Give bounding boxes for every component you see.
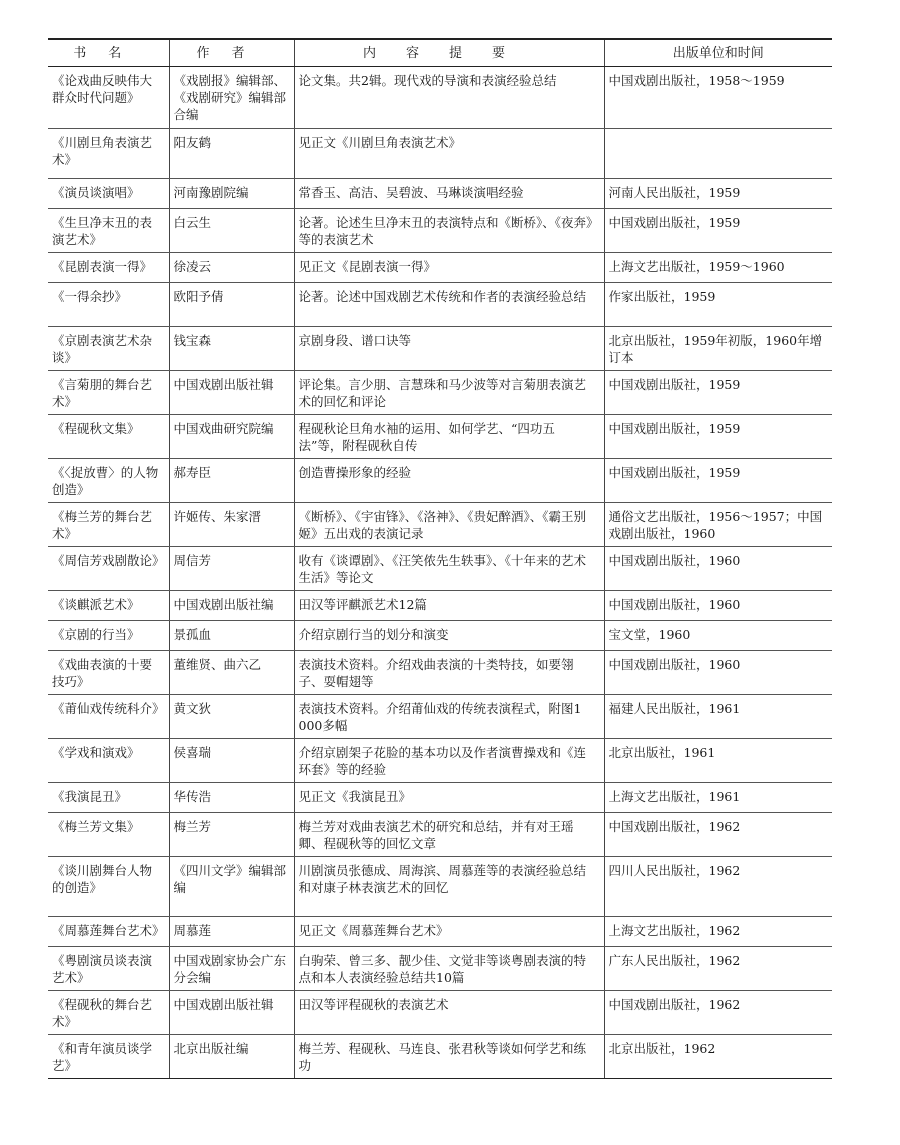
summary-cell: 评论集。言少朋、言慧珠和马少波等对言菊朋表演艺术的回忆和评论 xyxy=(294,370,604,414)
summary-cell: 白驹荣、曾三多、靓少佳、文觉非等谈粤剧表演的特点和本人表演经验总结共10篇 xyxy=(294,946,604,990)
author-cell: 董维贤、曲六乙 xyxy=(169,650,294,694)
table-row xyxy=(48,208,832,252)
author-cell: 徐凌云 xyxy=(169,252,294,282)
book-title-cell: 《昆剧表演一得》 xyxy=(48,252,169,282)
author-cell: 周慕莲 xyxy=(169,916,294,946)
publisher-cell: 宝文堂，1960 xyxy=(604,620,832,650)
publisher-cell: 北京出版社，1959年初版，1960年增订本 xyxy=(604,326,832,370)
table-row xyxy=(48,620,832,650)
author-cell: 中国戏曲研究院编 xyxy=(169,414,294,458)
author-cell: 钱宝森 xyxy=(169,326,294,370)
bibliography-table xyxy=(48,38,832,1079)
table-row xyxy=(48,326,832,370)
table-row xyxy=(48,782,832,812)
book-title-cell: 《戏曲表演的十要技巧》 xyxy=(48,650,169,694)
top-rule xyxy=(48,38,832,40)
publisher-cell: 上海文艺出版社，1962 xyxy=(604,916,832,946)
book-title-cell: 《京剧表演艺术杂谈》 xyxy=(48,326,169,370)
table-row xyxy=(48,916,832,946)
summary-cell: 见正文《川剧旦角表演艺术》 xyxy=(294,128,604,178)
table-row xyxy=(48,946,832,990)
publisher-cell: 广东人民出版社，1962 xyxy=(604,946,832,990)
summary-cell: 创造曹操形象的经验 xyxy=(294,458,604,502)
author-cell: 白云生 xyxy=(169,208,294,252)
table-row xyxy=(48,66,832,128)
book-title-cell: 《周信芳戏剧散论》 xyxy=(48,546,169,590)
publisher-cell: 四川人民出版社，1962 xyxy=(604,856,832,916)
header-author: 作者 xyxy=(169,38,294,66)
author-cell: 周信芳 xyxy=(169,546,294,590)
publisher-cell: 作家出版社，1959 xyxy=(604,282,832,326)
summary-cell: 论文集。共2辑。现代戏的导演和表演经验总结 xyxy=(294,66,604,128)
publisher-cell: 中国戏剧出版社，1960 xyxy=(604,650,832,694)
publisher-cell: 通俗文艺出版社，1956～1957；中国戏剧出版社，1960 xyxy=(604,502,832,546)
table-row xyxy=(48,502,832,546)
summary-cell: 田汉等评程砚秋的表演艺术 xyxy=(294,990,604,1034)
summary-cell: 表演技术资料。介绍戏曲表演的十类特技，如要翎子、耍帽翅等 xyxy=(294,650,604,694)
summary-cell: 常香玉、高洁、吴碧波、马琳谈演唱经验 xyxy=(294,178,604,208)
book-title-cell: 《川剧旦角表演艺术》 xyxy=(48,128,169,178)
publisher-cell: 上海文艺出版社，1959～1960 xyxy=(604,252,832,282)
book-title-cell: 《梅兰芳文集》 xyxy=(48,812,169,856)
author-cell: 郝寿臣 xyxy=(169,458,294,502)
book-title-cell: 《我演昆丑》 xyxy=(48,782,169,812)
table-row xyxy=(48,282,832,326)
book-title-cell: 《学戏和演戏》 xyxy=(48,738,169,782)
header-row xyxy=(48,38,832,66)
book-title-cell: 《京剧的行当》 xyxy=(48,620,169,650)
author-cell: 侯喜瑞 xyxy=(169,738,294,782)
table-row xyxy=(48,178,832,208)
summary-cell: 梅兰芳、程砚秋、马连良、张君秋等谈如何学艺和练功 xyxy=(294,1034,604,1078)
table-row xyxy=(48,546,832,590)
author-cell: 中国戏剧出版社编 xyxy=(169,590,294,620)
table-row xyxy=(48,812,832,856)
publisher-cell: 中国戏剧出版社，1958～1959 xyxy=(604,66,832,128)
author-cell: 许姬传、朱家溍 xyxy=(169,502,294,546)
summary-cell: 田汉等评麒派艺术12篇 xyxy=(294,590,604,620)
publisher-cell xyxy=(604,128,832,178)
table-row xyxy=(48,650,832,694)
author-cell: 中国戏剧家协会广东分会编 xyxy=(169,946,294,990)
table-row xyxy=(48,694,832,738)
author-cell: 梅兰芳 xyxy=(169,812,294,856)
header-publisher: 出版单位和时间 xyxy=(604,38,832,66)
summary-cell: 见正文《昆剧表演一得》 xyxy=(294,252,604,282)
table-row xyxy=(48,252,832,282)
author-cell: 《戏剧报》编辑部、《戏剧研究》编辑部合编 xyxy=(169,66,294,128)
table-row xyxy=(48,738,832,782)
table-row xyxy=(48,414,832,458)
author-cell: 中国戏剧出版社辑 xyxy=(169,990,294,1034)
summary-cell: 收有《谈谭剧》、《汪笑侬先生轶事》、《十年来的艺术生活》等论文 xyxy=(294,546,604,590)
table-row xyxy=(48,128,832,178)
book-title-cell: 《莆仙戏传统科介》 xyxy=(48,694,169,738)
publisher-cell: 中国戏剧出版社，1959 xyxy=(604,208,832,252)
summary-cell: 川剧演员张德成、周海滨、周慕莲等的表演经验总结和对康子林表演艺术的回忆 xyxy=(294,856,604,916)
book-title-cell: 《论戏曲反映伟大群众时代问题》 xyxy=(48,66,169,128)
book-title-cell: 《周慕莲舞台艺术》 xyxy=(48,916,169,946)
author-cell: 黄文狄 xyxy=(169,694,294,738)
table-row xyxy=(48,990,832,1034)
summary-cell: 见正文《我演昆丑》 xyxy=(294,782,604,812)
summary-cell: 梅兰芳对戏曲表演艺术的研究和总结，并有对王瑶卿、程砚秋等的回忆文章 xyxy=(294,812,604,856)
publisher-cell: 中国戏剧出版社，1959 xyxy=(604,414,832,458)
author-cell: 欧阳予倩 xyxy=(169,282,294,326)
table-row xyxy=(48,856,832,916)
publisher-cell: 福建人民出版社，1961 xyxy=(604,694,832,738)
author-cell: 华传浩 xyxy=(169,782,294,812)
table-row xyxy=(48,590,832,620)
publisher-cell: 中国戏剧出版社，1959 xyxy=(604,370,832,414)
summary-cell: 程砚秋论旦角水袖的运用、如何学艺、“四功五法”等，附程砚秋自传 xyxy=(294,414,604,458)
book-title-cell: 《谈川剧舞台人物的创造》 xyxy=(48,856,169,916)
publisher-cell: 中国戏剧出版社，1959 xyxy=(604,458,832,502)
summary-cell: 介绍京剧行当的划分和演变 xyxy=(294,620,604,650)
summary-cell: 介绍京剧架子花脸的基本功以及作者演曹操戏和《连环套》等的经验 xyxy=(294,738,604,782)
publisher-cell: 北京出版社，1962 xyxy=(604,1034,832,1078)
book-title-cell: 《谈麒派艺术》 xyxy=(48,590,169,620)
book-title-cell: 《程砚秋文集》 xyxy=(48,414,169,458)
book-title-cell: 《粤剧演员谈表演艺术》 xyxy=(48,946,169,990)
table-body xyxy=(48,66,832,1078)
header-summary: 内容提要 xyxy=(294,38,604,66)
book-title-cell: 《演员谈演唱》 xyxy=(48,178,169,208)
summary-cell: 见正文《周慕莲舞台艺术》 xyxy=(294,916,604,946)
bibliography-page xyxy=(48,38,832,1079)
author-cell: 河南豫剧院编 xyxy=(169,178,294,208)
author-cell: 阳友鹤 xyxy=(169,128,294,178)
author-cell: 《四川文学》编辑部编 xyxy=(169,856,294,916)
summary-cell: 论著。论述生旦净末丑的表演特点和《断桥》、《夜奔》等的表演艺术 xyxy=(294,208,604,252)
book-title-cell: 《梅兰芳的舞台艺术》 xyxy=(48,502,169,546)
book-title-cell: 《一得余抄》 xyxy=(48,282,169,326)
publisher-cell: 河南人民出版社，1959 xyxy=(604,178,832,208)
author-cell: 北京出版社编 xyxy=(169,1034,294,1078)
header-title: 书名 xyxy=(48,38,169,66)
table-row xyxy=(48,458,832,502)
summary-cell: 表演技术资料。介绍莆仙戏的传统表演程式，附图1 000多幅 xyxy=(294,694,604,738)
publisher-cell: 中国戏剧出版社，1960 xyxy=(604,590,832,620)
publisher-cell: 中国戏剧出版社，1960 xyxy=(604,546,832,590)
book-title-cell: 《生旦净末丑的表演艺术》 xyxy=(48,208,169,252)
table-row xyxy=(48,370,832,414)
summary-cell: 京剧身段、谱口诀等 xyxy=(294,326,604,370)
book-title-cell: 《程砚秋的舞台艺术》 xyxy=(48,990,169,1034)
publisher-cell: 中国戏剧出版社，1962 xyxy=(604,990,832,1034)
summary-cell: 论著。论述中国戏剧艺术传统和作者的表演经验总结 xyxy=(294,282,604,326)
summary-cell: 《断桥》、《宇宙锋》、《洛神》、《贵妃醉酒》、《霸王别姬》五出戏的表演记录 xyxy=(294,502,604,546)
publisher-cell: 上海文艺出版社，1961 xyxy=(604,782,832,812)
publisher-cell: 中国戏剧出版社，1962 xyxy=(604,812,832,856)
book-title-cell: 《〈捉放曹〉的人物创造》 xyxy=(48,458,169,502)
book-title-cell: 《和青年演员谈学艺》 xyxy=(48,1034,169,1078)
table-row xyxy=(48,1034,832,1078)
publisher-cell: 北京出版社，1961 xyxy=(604,738,832,782)
book-title-cell: 《言菊朋的舞台艺术》 xyxy=(48,370,169,414)
author-cell: 中国戏剧出版社辑 xyxy=(169,370,294,414)
author-cell: 景孤血 xyxy=(169,620,294,650)
